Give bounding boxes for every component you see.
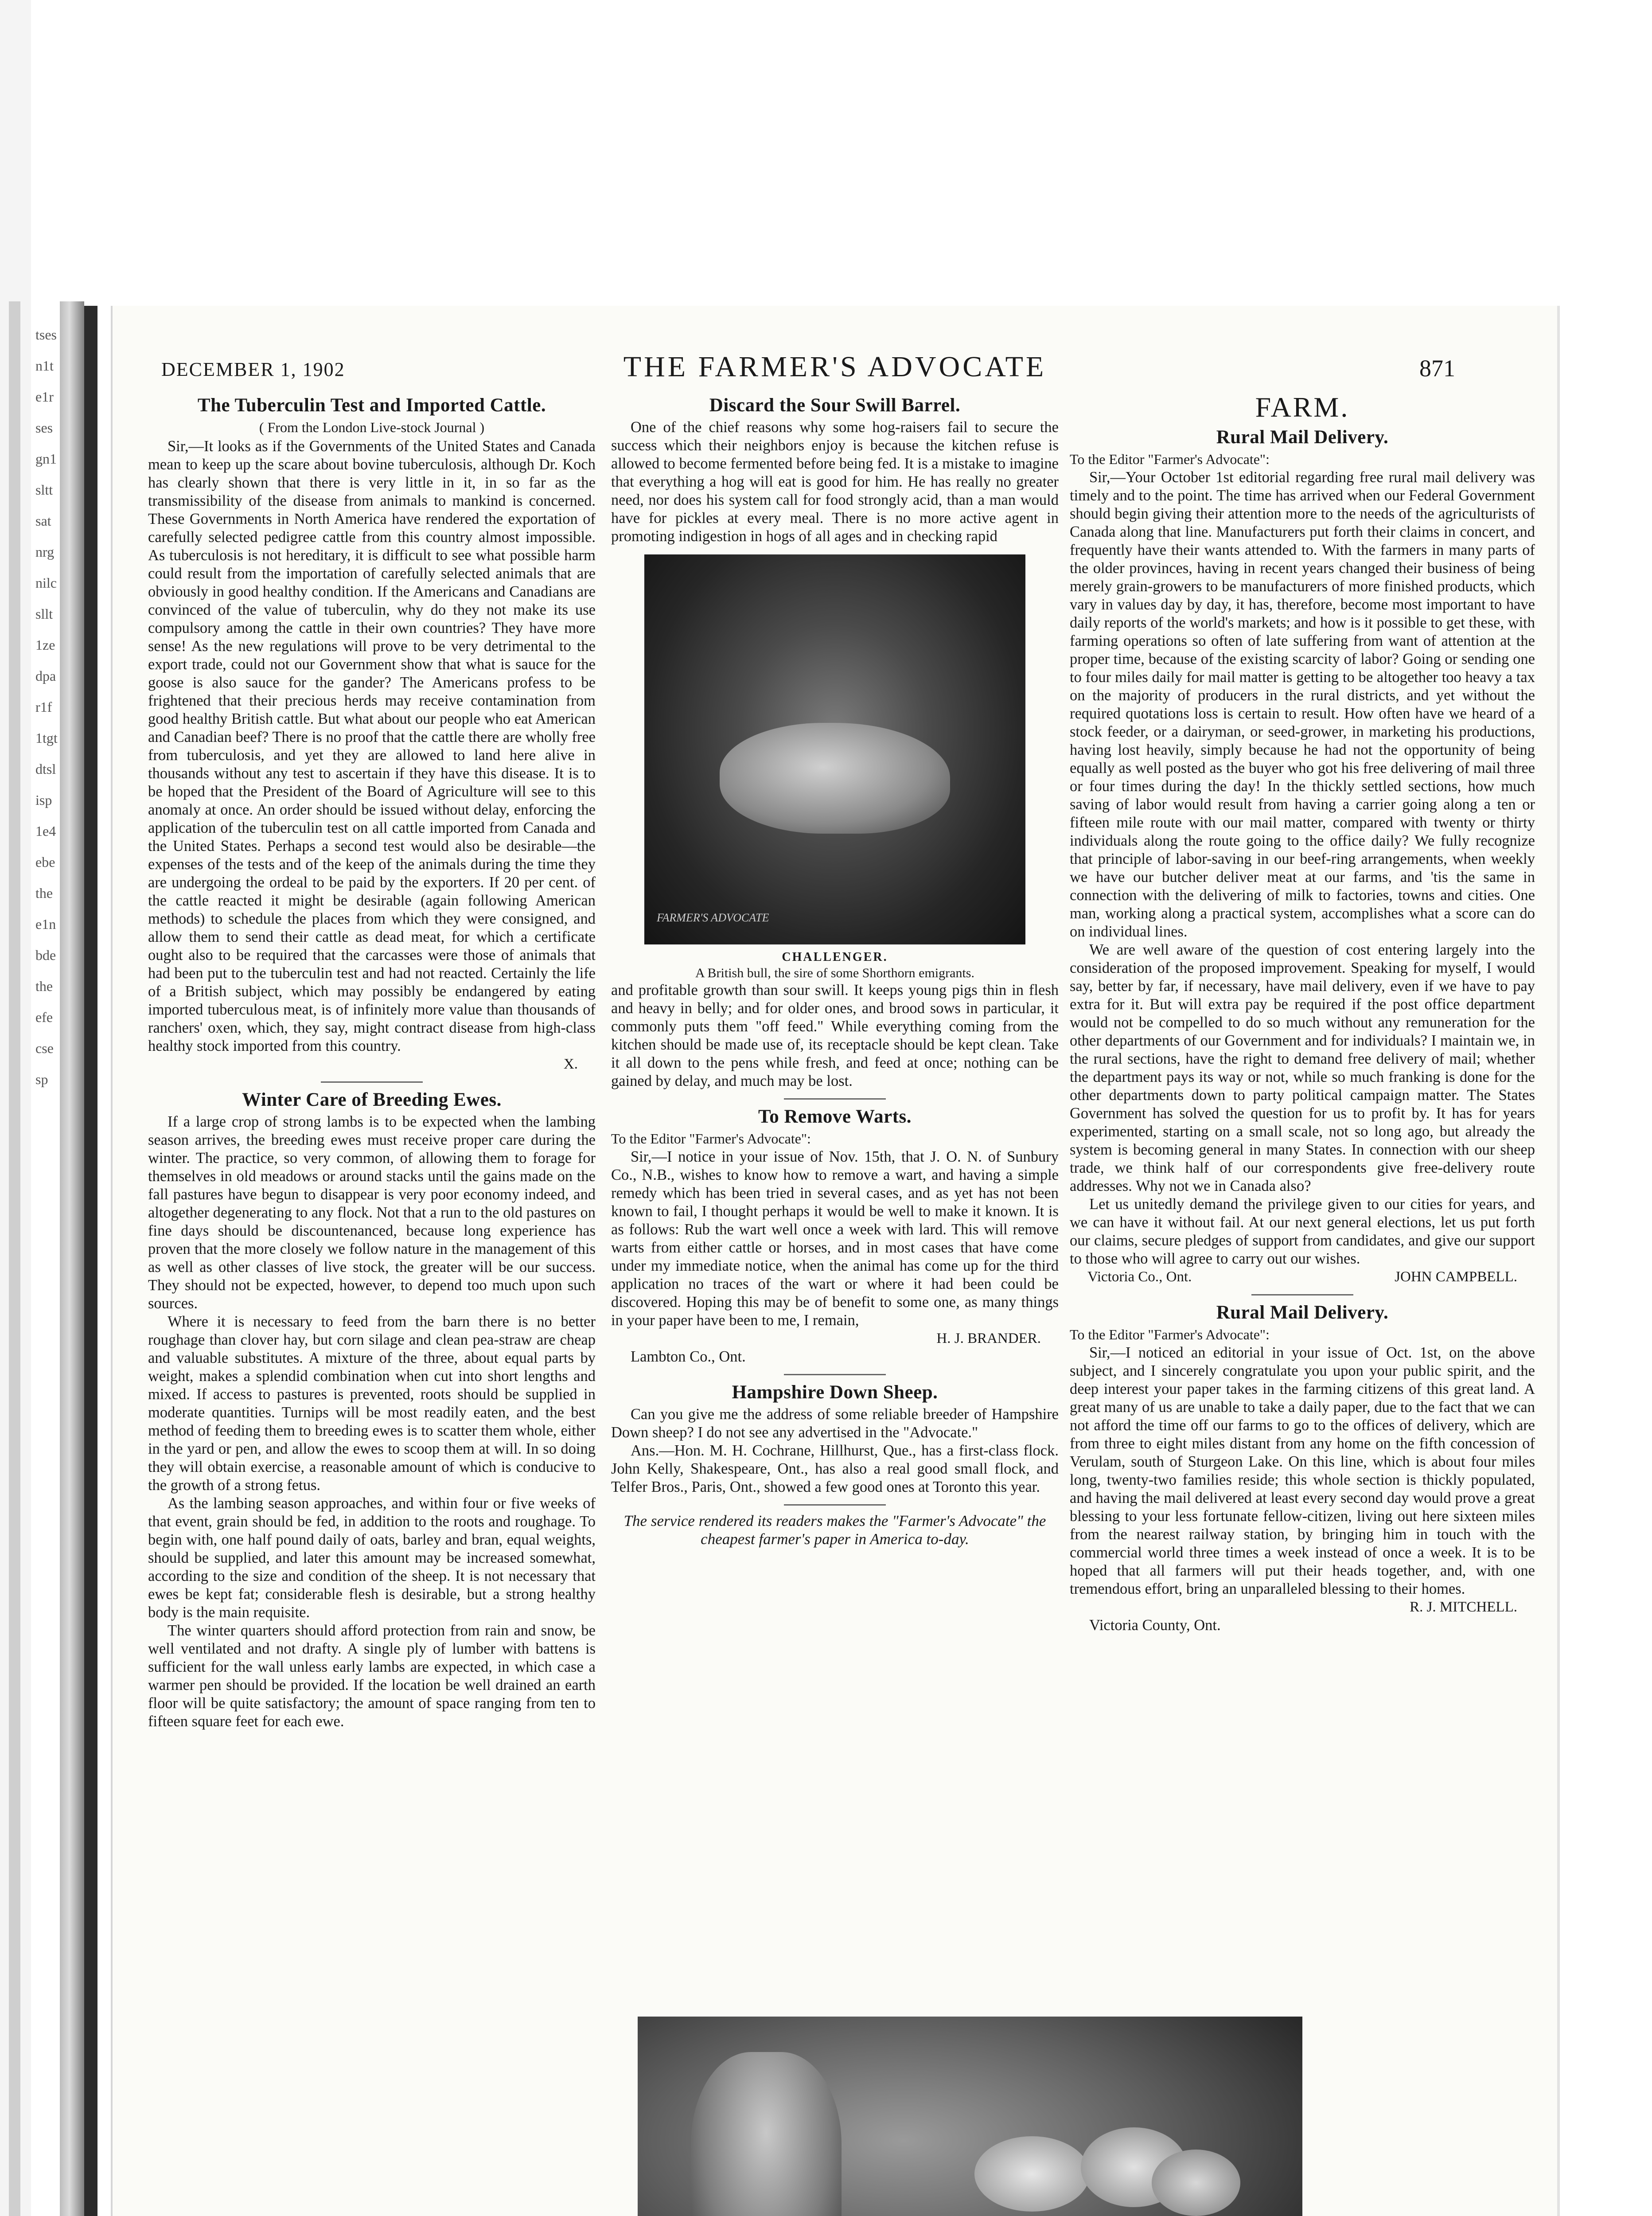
bull-caption-text: A British bull, the sire of some Shorthorn emigrants. <box>695 966 974 980</box>
swill-body-2: and profitable growth than sour swill. It keeps young pigs thin in flesh and heavy in belly; and for older ones, and brood sows in particular, it commonly puts them "off feed." While everything coming from the kitchen should be made use of, its receptacle should be kept clean. Take it all down to the pens while fresh, and feed at once; nothing can be gained by delay, and much may be lost. <box>611 982 1059 1089</box>
header-date: DECEMBER 1, 1902 <box>161 359 345 380</box>
divider-rule <box>321 1081 423 1083</box>
bull-caption-title: CHALLENGER. <box>782 950 888 964</box>
article-title-swill: Discard the Sour Swill Barrel. <box>709 395 961 416</box>
sheep-figure <box>1152 2150 1240 2216</box>
masthead-title: THE FARMER'S ADVOCATE <box>623 351 1047 383</box>
dog-figure <box>691 2052 842 2216</box>
adjacent-page-margin-text: tsesn1te1rsesgn1slttsatnrgnilcsllt1zedpar1f1tgtdtslisp1e4ebethee1nbdetheefecsesp <box>35 327 58 1087</box>
warts-place: Lambton Co., Ont. <box>631 1348 746 1365</box>
divider-rule <box>784 1098 886 1100</box>
hampshire-question: Can you give me the address of some reliable breeder of Hampshire Down sheep? I do not see any advertised in the "Advocate." <box>611 1406 1059 1441</box>
column-1 <box>148 394 596 2216</box>
rural-mail-2-place: Victoria County, Ont. <box>1089 1617 1221 1634</box>
photo-credit: FARMER'S ADVOCATE <box>657 911 769 924</box>
rural-mail-2-signature: R. J. MITCHELL. <box>1410 1599 1517 1615</box>
column-3 <box>1070 394 1535 2216</box>
article-body-tuberculin: Sir,—It looks as if the Governments of the United States and Canada mean to keep up the scare about bovine tuberculosis, although Dr. Koch has clearly shown that there is very little in it, in so far as the transmissibility of the disease from animals to mankind is concerned. These Governments in North America have rendered the exportation of carefully selected pedigree cattle from this country almost impossible. As tuberculosis is not hereditary, it is difficult to see what possible harm could result from the importation of carefully selected animals that are obviously in good healthy condition. If the Americans and Canadians are convinced of the value of tuberculin, why do they not make its use compulsory among the cattle in their own countries? They have more sense! As the new regulations will prove to be very detrimental to the export trade, could not our Government show that what is sauce for the goose is also sauce for the gander? The Americans profess to be frightened that their precious herds may receive contamination from good healthy British cattle. But what about our people who eat American and Canadian beef? There is no proof that the cattle there are wholly free from tuberculosis, and yet they are allowed to land here alive in thousands without any test to ascertain if they have this disease. It is to be hoped that the President of the Board of Agriculture will see to this anomaly at once. An order should be issued without delay, enforcing the application of the tuberculin test on all cattle imported from Canada and the United States. Perhaps a second test would also be desirable—the expenses of the tests and of the keep of the animals during the time they are undergoing the ordeal to be paid by the exporters. If 20 per cent. of the cattle reacted it might be desirable (again following American methods) to schedule the places from which they were consigned, and allow them to send their cattle as dead meat, for which a certificate ought also to be required that the carcasses were those of animals that had been put to the tuberculin test and had not reacted. Certainly the life of a British subject, which may possibly be endangered by eating imported tuberculous meat, is of infinitely more value than thousands of ranchers' oxen, which, they say, might contract disease from high-class healthy stock imported from this country. <box>148 438 596 1054</box>
article-source: ( From the London Live-stock Journal ) <box>259 419 485 435</box>
rural-mail-2-salutation: To the Editor "Farmer's Advocate": <box>1070 1326 1270 1342</box>
divider-rule <box>784 1374 886 1375</box>
article-title-warts: To Remove Warts. <box>758 1106 912 1127</box>
book-gutter <box>84 306 97 2216</box>
divider-rule <box>1251 1294 1353 1295</box>
article-title-rural-mail-1: Rural Mail Delivery. <box>1216 427 1389 448</box>
service-note: The service rendered its readers makes the "Farmer's Advocate" the cheapest farmer's paper in America to-day. <box>623 1512 1046 1548</box>
ewes-paragraph-1: If a large crop of strong lambs is to be expected when the lambing season arrives, the breeding ewes must receive proper care during the winter. The practice, so very common, of allowing them to forage for themselves in old meadows or around stacks until the gains made on the fall pastures have begun to disappear is very poor economy indeed, and altogether degenerating to any flock. Not that a run to the old pastures on fine days should be discountenanced, because long experience has proven that the more closely we follow nature in the management of this as well as other classes of live stock, the greater will be our success. They should not be expected, however, to depend too much upon such sources. <box>148 1113 596 1312</box>
newspaper-page <box>111 306 1560 2216</box>
sheep-dogs-photo <box>638 2017 1302 2216</box>
hampshire-answer: Ans.—Hon. M. H. Cochrane, Hillhurst, Que., has a first-class flock. John Kelly, Shakespeare, Ont., has also a real good small flock, and Telfer Bros., Paris, Ont., showed a few good ones at Toronto this year. <box>611 1442 1059 1495</box>
warts-body: Sir,—I notice in your issue of Nov. 15th, that J. O. N. of Sunbury Co., N.B., wishes to know how to remove a wart, and having a simple remedy which has been tried in several cases, and as yet has not been known to fail, I thought perhaps it would be well to make it known. It is as follows: Rub the wart well once a week with lard. This will remove warts from either cattle or horses, and in most cases that have come under my immediate notice, when the animal has come up for the third application no traces of the wart or where it had been could be discovered. Hoping this may be of benefit to some one, as many things in your paper have been to me, I remain, <box>611 1148 1059 1329</box>
sheep-figure <box>974 2136 1090 2212</box>
swill-body-1: One of the chief reasons why some hog-raisers fail to secure the success which their neighbors enjoy is because the kitchen refuse is allowed to become fermented before being fed. It is a mistake to imagine that everything a hog will eat is good for him. He has really no greater need, nor does his system call for food strongly acid, than a man would have for pickles at every meal. There is no more active agent in promoting indigestion in hogs of all ages and in checking rapid <box>611 419 1059 545</box>
bull-caption <box>611 949 1059 981</box>
article-title-hampshire: Hampshire Down Sheep. <box>732 1382 938 1403</box>
bull-figure <box>720 723 950 834</box>
page-number: 871 <box>1419 355 1455 382</box>
page-header <box>113 350 1557 386</box>
ewes-paragraph-2: Where it is necessary to feed from the barn there is no better roughage than clover hay, but corn silage and clean pea-straw are cheap and valuable substitutes. A mixture of the three, about equal parts by weight, makes a splendid combination when cut into short lengths and mixed. If access to pastures is prevented, roots should be supplied in moderate quantities. Turnips will be most readily eaten, and the best method of feeding them to breeding ewes is to scatter them whole, either in the yard or pen, and allow the ewes to scoop them at will. In so doing they will obtain exercise, a reasonable amount of which is conducive to the growth of a strong fetus. <box>148 1313 596 1494</box>
ewes-paragraph-4: The winter quarters should afford protection from rain and snow, be well ventilated and not drafty. A single ply of lumber with battens is sufficient for the wall unless early lambs are expected, in which case a warmer pen should be provided. If the location be well drained an earth floor will be quite satisfactory; the amount of space ranging from ten to fifteen square feet for each ewe. <box>148 1622 596 1730</box>
rural-mail-1-signature: JOHN CAMPBELL. <box>1395 1269 1517 1285</box>
department-heading: FARM. <box>1255 394 1350 423</box>
divider-rule <box>784 1504 886 1506</box>
rural-mail-1-paragraph-1: Sir,—Your October 1st editorial regarding free rural mail delivery was timely and to the point. The time has arrived when our Federal Government should begin giving their attention more to the needs of the agriculturists of Canada along that line. Manufacturers put forth their claims in concert, and frequently have their wants attended to. With the farmers in many parts of the older provinces, having in recent years changed their business of being merely grain-growers to be manufacturers of more finished products, which vary in values day by day, it has, therefore, become most important to have daily reports of the world's markets; and how is it possible to get these, with farming operations so often of late suffering from want of attention at the proper time, because of the existing scarcity of labor? Going or sending one to four miles daily for mail matter is getting to be altogether too heavy a tax on the majority of producers in the rural districts, and yet without the required quotations loss is certain to result. How often have we heard of a stock feeder, or a dairyman, or seed-grower, in marketing his productions, having lost heavily, simply because he had not the opportunity of being equally as well posted as the buyer who got his free delivering of mail three or four times during the day! In the thickly settled sections, how much saving of labor would result from having a carrier going along a ten or fifteen mile route with our mail matter, compared with twenty or thirty individuals along the route going to the office daily? We fully recognize that principle of labor-saving in our beef-ring arrangements, when weekly we have our butcher deliver meat at our farms, and 'tis the same in connection with the delivering of milk to factories, towns and cities. One man, working along a practical system, accomplishes what a score can do on individual lines. <box>1070 469 1535 940</box>
article-title-tuberculin: The Tuberculin Test and Imported Cattle. <box>197 395 546 416</box>
article-signature: X. <box>563 1056 578 1072</box>
article-title-ewes: Winter Care of Breeding Ewes. <box>242 1089 502 1110</box>
warts-salutation: To the Editor "Farmer's Advocate": <box>611 1131 811 1147</box>
rural-mail-1-signoff <box>1070 1268 1535 1286</box>
book-spine <box>60 301 84 2216</box>
rural-mail-1-paragraph-2: We are well aware of the question of cost entering largely into the consideration of the proposed improvement. Speaking for myself, I would say, better by far, if necessary, have mail delivery, even if we have to pay extra for it. But will extra pay be required if the post office department would not be compelled to do so much without any remuneration for the other departments of our Government and for individuals? I maintain we, in the rural sections, have the right to demand free delivery of mail; whether the department pays its way or not, while so much franking is done for the other departments down to party political campaign matter. The States Government has solved the question for us to profit by. It has for years experimented, starting on a small scale, not so long ago, but already the system is becoming general in many States. In connection with our sheep trade, we think half of our correspondents give free-delivery route addresses. Why not we in Canada also? <box>1070 941 1535 1194</box>
article-title-rural-mail-2: Rural Mail Delivery. <box>1216 1302 1389 1323</box>
scan-edge <box>0 0 31 2216</box>
rural-mail-1-paragraph-3: Let us unitedly demand the privilege given to our cities for years, and we can have it without fail. At our next general elections, let us put forth our claims, secure pledges of support from candidates, and give our support to those who will agree to carry out our wishes. <box>1070 1196 1535 1267</box>
sheep-dogs-figure <box>611 2017 1535 2216</box>
warts-signature: H. J. BRANDER. <box>936 1330 1041 1346</box>
ewes-paragraph-3: As the lambing season approaches, and within four or five weeks of that event, grain should be fed, in addition to the roots and roughage. To begin with, one half pound daily of oats, barley and bran, equal weights, should be supplied, and later this amount may be increased somewhat, according to the size and condition of the sheep. It is not necessary that ewes be kept fat; considerable flesh is desirable, but a strong healthy body is the main requisite. <box>148 1495 596 1621</box>
bull-photo <box>644 554 1025 944</box>
rural-mail-1-salutation: To the Editor "Farmer's Advocate": <box>1070 451 1270 467</box>
rural-mail-2-paragraph: Sir,—I noticed an editorial in your issue of Oct. 1st, on the above subject, and I sincerely congratulate you upon your public spirit, and the deep interest your paper takes in the farming citizens of this great land. A great many of us are unable to take a daily paper, due to the fact that we can not afford the time off our farms to go to the offices of delivery, which are from three to eight miles distant from any home on the fifth concession of Verulam, south of Sturgeon Lake. On this line, which is about four miles long, twenty-two families reside; this whole section is thickly populated, and having the mail delivered at least every second day would prove a great blessing to your less fortunate fellow-citizen, living out here sixteen miles from the nearest railway station, by bringing him in touch with the commercial world three times a week instead of once a week. It is to be hoped that all farmers will put their heads together, and, with one tremendous effort, bring an unparalleled blessing to their homes. <box>1070 1344 1535 1597</box>
column-2 <box>611 394 1059 2216</box>
rural-mail-1-place: Victoria Co., Ont. <box>1087 1269 1192 1285</box>
